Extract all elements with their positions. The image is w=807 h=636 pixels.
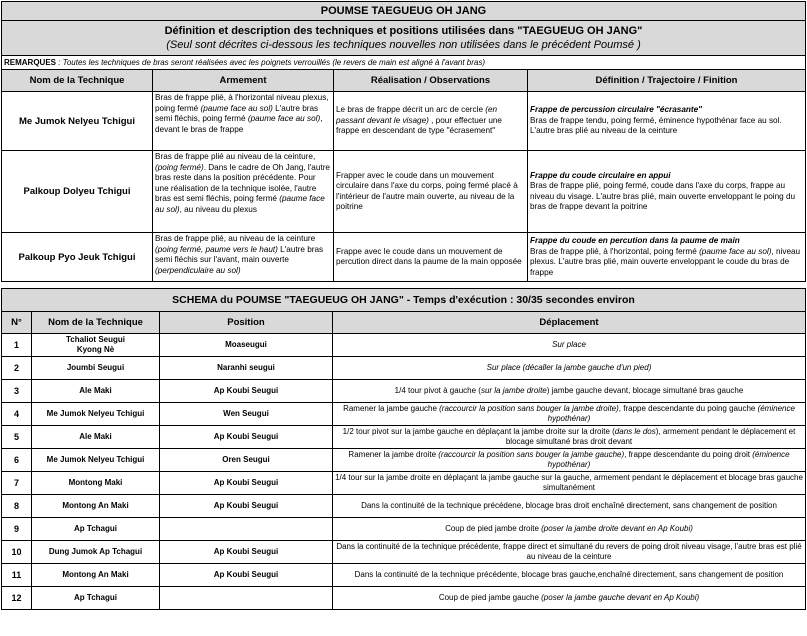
schema-position: Ap Koubi Seugui	[160, 564, 333, 587]
schema-technique: Montong An Maki	[32, 564, 160, 587]
text-segment: (raccourcir la position sans bouger la jambe gauche)	[438, 450, 625, 459]
schema-technique: Ale Maki	[32, 426, 160, 449]
schema-technique: Dung Jumok Ap Tchagui	[32, 541, 160, 564]
schema-position	[160, 518, 333, 541]
technique-realisation	[334, 233, 528, 282]
text-segment: , au niveau du plexus	[179, 204, 257, 214]
schema-row	[2, 472, 806, 495]
remarks-label: REMARQUES	[4, 58, 57, 67]
text-segment: (poser la jambe droite devant en Ap Koubi)	[541, 524, 693, 533]
text-segment: (paume face au sol)	[155, 194, 325, 214]
text-segment: ), armement pendant le déplacement et blocage simultané bras droit devant	[505, 427, 796, 446]
technique-definition	[528, 233, 806, 282]
text-segment: (poser la jambe gauche devant en Ap Koubi)	[541, 593, 700, 602]
text-segment: Sur place	[552, 340, 586, 349]
text-segment: sur la jambe droite	[480, 386, 547, 395]
schema-deplacement	[333, 357, 806, 380]
schema-position: Wen Seugui	[160, 403, 333, 426]
col-header-armement: Armement	[153, 70, 334, 92]
schema-position: Ap Koubi Seugui	[160, 495, 333, 518]
technique-row	[2, 92, 806, 151]
schema-row	[2, 380, 806, 403]
schema-deplacement	[333, 449, 806, 472]
schema-technique: Ap Tchagui	[32, 518, 160, 541]
page-title: POUMSE TAEGUEUG OH JANG	[2, 2, 806, 21]
text-segment: (éminence hypothénar)	[547, 404, 795, 423]
text-segment: , devant le bras de frappe	[155, 114, 323, 134]
schema-row	[2, 357, 806, 380]
remarks	[2, 56, 806, 70]
text-segment: Dans la continuité de la technique précédente, blocage bras gauche,enchaîné directement, sans changement de position	[354, 570, 784, 579]
subtitle-italic: (Seul sont décrites ci-dessous les techniques nouvelles non utilisées dans le précédent Poumsé )	[166, 39, 641, 51]
definition-text	[530, 247, 803, 279]
schema-row	[2, 334, 806, 357]
text-segment: L'autre bras semi fléchis, poing fermé	[155, 103, 319, 123]
text-segment: Le bras de frappe décrit un arc de cercle	[336, 105, 486, 115]
text-segment: Sur place (décaller la jambe gauche d'un pied)	[486, 363, 652, 372]
text-segment: . Dans le cadre de Oh Jang, l'autre bras reste dans la position précédente. Pour une réalisation de la technique isolée, l'autre bras est semi fléchis, poing fermé	[155, 162, 330, 203]
text-segment: 1/4 tour pivot à gauche (	[394, 386, 481, 395]
schema-row	[2, 587, 806, 610]
schema-position: Ap Koubi Seugui	[160, 472, 333, 495]
schema-deplacement	[333, 403, 806, 426]
definition-title: Frappe du coude circulaire en appui	[530, 170, 671, 180]
text-segment: Ramener la jambe gauche	[343, 404, 440, 413]
text-segment: (perpendiculaire au sol)	[155, 265, 241, 275]
schema-row	[2, 495, 806, 518]
schema-row	[2, 449, 806, 472]
text-segment: Bras de frappe plié, à l'horizontal, poing fermé	[530, 246, 700, 256]
schema-row	[2, 426, 806, 449]
schema-deplacement	[333, 564, 806, 587]
schema-col-num: N°	[2, 312, 32, 334]
text-segment: , frappe descendante du poing gauche	[618, 404, 758, 413]
schema-deplacement	[333, 495, 806, 518]
technique-realisation	[334, 92, 528, 151]
schema-col-position: Position	[160, 312, 333, 334]
text-segment: , niveau plexus. L'autre bras plié, main ouverte enveloppant le coude du bras de frappe	[530, 246, 801, 277]
text-segment: (éminence hypothénar)	[547, 450, 790, 469]
schema-position: Naranhi seugui	[160, 357, 333, 380]
technique-realisation	[334, 151, 528, 233]
technique-armement	[153, 233, 334, 282]
technique-armement	[153, 151, 334, 233]
schema-position: Moaseugui	[160, 334, 333, 357]
text-segment: Bras de frappe tendu, poing fermé, éminence hypothénar face au sol. L'autre bras plié au niveau de la ceinture	[530, 115, 782, 136]
schema-technique: Ale Maki	[32, 380, 160, 403]
technique-armement	[153, 92, 334, 151]
schema-col-deplacement: Déplacement	[333, 312, 806, 334]
schema-num: 7	[2, 472, 32, 495]
technique-name: Palkoup Dolyeu Tchigui	[2, 151, 153, 233]
text-segment: (poing fermé)	[155, 162, 204, 172]
technique-definition	[528, 92, 806, 151]
schema-row	[2, 518, 806, 541]
col-header-definition: Définition / Trajectoire / Finition	[528, 70, 806, 92]
remarks-text: : Toutes les techniques de bras seront réalisées avec les poignets verrouillés (le revers de main est aligné à l'avant bras)	[56, 58, 486, 67]
text-segment: ) jambe gauche devant, blocage simultané bras gauche	[546, 386, 744, 395]
schema-num: 12	[2, 587, 32, 610]
schema-deplacement	[333, 587, 806, 610]
text-segment: (paume face au sol)	[699, 246, 772, 256]
text-segment: Frappe avec le coude dans un mouvement de percution direct dans la paume de la main opposée	[336, 246, 522, 266]
text-segment: (en passant devant le visage)	[336, 105, 498, 125]
text-segment: Bras de frappe plié au niveau de la ceinture,	[155, 152, 316, 161]
definition-title: Frappe de percussion circulaire "écrasante"	[530, 105, 703, 115]
schema-row	[2, 564, 806, 587]
schema-position: Ap Koubi Seugui	[160, 426, 333, 449]
schema-technique: Joumbi Seugui	[32, 357, 160, 380]
schema-deplacement	[333, 380, 806, 403]
technique-row	[2, 151, 806, 233]
text-segment: (raccourcir la position sans bouger la jambe droite)	[439, 404, 619, 413]
text-segment: Bras de frappe plié, poing fermé, coude dans l'axe du corps, frappe au niveau du visage. L'autre bras plié, main ouverte enveloppant le poing du bras de frappe devant la poitrine	[530, 181, 796, 211]
schema-num: 1	[2, 334, 32, 357]
technique-row	[2, 233, 806, 282]
schema-position	[160, 587, 333, 610]
text-segment: 1/4 tour sur la jambe droite en déplaçant la jambe gauche sur la gauche, armement pendant le déplacement et blocage bras gauche simultanément	[335, 473, 803, 492]
subtitle-bold: Définition et description des techniques et positions utilisées dans "TAEGUEUG OH JANG"	[164, 25, 643, 37]
definition-title: Frappe du coude en percution dans la paume de main	[530, 236, 740, 245]
schema-num: 9	[2, 518, 32, 541]
definition-text	[530, 181, 803, 213]
schema-col-name: Nom de la Technique	[32, 312, 160, 334]
schema-table	[1, 288, 806, 610]
text-segment: Frapper avec le coude dans un mouvement circulaire dans l'axe du corps, poing fermé placé à l'intérieur de l'autre main ouverte, au niveau de la poitrine	[336, 170, 518, 211]
schema-num: 11	[2, 564, 32, 587]
text-segment: L'autre bras semi fléchis sur l'avant, main ouverte	[155, 244, 324, 264]
schema-num: 8	[2, 495, 32, 518]
schema-num: 2	[2, 357, 32, 380]
schema-num: 4	[2, 403, 32, 426]
schema-num: 10	[2, 541, 32, 564]
schema-position: Oren Seugui	[160, 449, 333, 472]
techniques-body	[2, 92, 806, 282]
schema-num: 6	[2, 449, 32, 472]
text-segment: 1/2 tour pivot sur la jambe gauche en déplaçant la jambe droite sur la droite (	[342, 427, 615, 436]
schema-technique: Montong Maki	[32, 472, 160, 495]
text-segment: , frappe descendante du poing droit	[624, 450, 753, 459]
schema-position: Ap Koubi Seugui	[160, 380, 333, 403]
schema-deplacement	[333, 518, 806, 541]
schema-body	[2, 334, 806, 610]
schema-deplacement	[333, 472, 806, 495]
schema-deplacement	[333, 334, 806, 357]
text-segment: (paume face au sol)	[200, 103, 273, 113]
col-header-realisation: Réalisation / Observations	[334, 70, 528, 92]
technique-name: Me Jumok Nelyeu Tchigui	[2, 92, 153, 151]
technique-name: Palkoup Pyo Jeuk Tchigui	[2, 233, 153, 282]
schema-technique: Montong An Maki	[32, 495, 160, 518]
schema-technique: Me Jumok Nelyeu Tchigui	[32, 403, 160, 426]
text-segment: Coup de pied jambe droite	[445, 524, 542, 533]
schema-title: SCHEMA du POUMSE "TAEGUEUG OH JANG" - Temps d'exécution : 30/35 secondes environ	[2, 289, 806, 312]
schema-position: Ap Koubi Seugui	[160, 541, 333, 564]
subtitle	[2, 21, 806, 56]
text-segment: (poing fermé, paume vers le haut)	[155, 244, 278, 254]
techniques-table	[1, 1, 806, 282]
schema-technique: Me Jumok Nelyeu Tchigui	[32, 449, 160, 472]
schema-row	[2, 403, 806, 426]
text-segment: dans le dos	[614, 427, 656, 436]
schema-row	[2, 541, 806, 564]
text-segment: Ramener la jambe droite	[348, 450, 439, 459]
text-segment: Coup de pied jambe gauche	[438, 593, 542, 602]
text-segment: Dans la continuité de la technique précédene, blocage bras droit enchaîné directement, sans changement de position	[361, 501, 777, 510]
schema-num: 5	[2, 426, 32, 449]
schema-num: 3	[2, 380, 32, 403]
schema-technique: Tchaliot Seugui Kyong Nè	[32, 334, 160, 357]
text-segment: Bras de frappe plié, au niveau de la ceinture	[155, 234, 316, 243]
schema-deplacement	[333, 541, 806, 564]
technique-definition	[528, 151, 806, 233]
schema-technique: Ap Tchagui	[32, 587, 160, 610]
definition-text	[530, 116, 803, 137]
text-segment: Bras de frappe plié, à l'horizontal niveau plexus, poing fermé	[155, 93, 329, 113]
schema-deplacement	[333, 426, 806, 449]
text-segment: Dans la continuité de la technique précédente, frappe direct et simultané du revers de poing droit niveau visage, l'autre bras est plié au niveau de la ceinture	[336, 542, 802, 561]
text-segment: (paume face au sol)	[247, 114, 321, 123]
col-header-name: Nom de la Technique	[2, 70, 153, 92]
text-segment: , pour effectuer une frappe en descendant de type "écrasement"	[336, 115, 502, 136]
